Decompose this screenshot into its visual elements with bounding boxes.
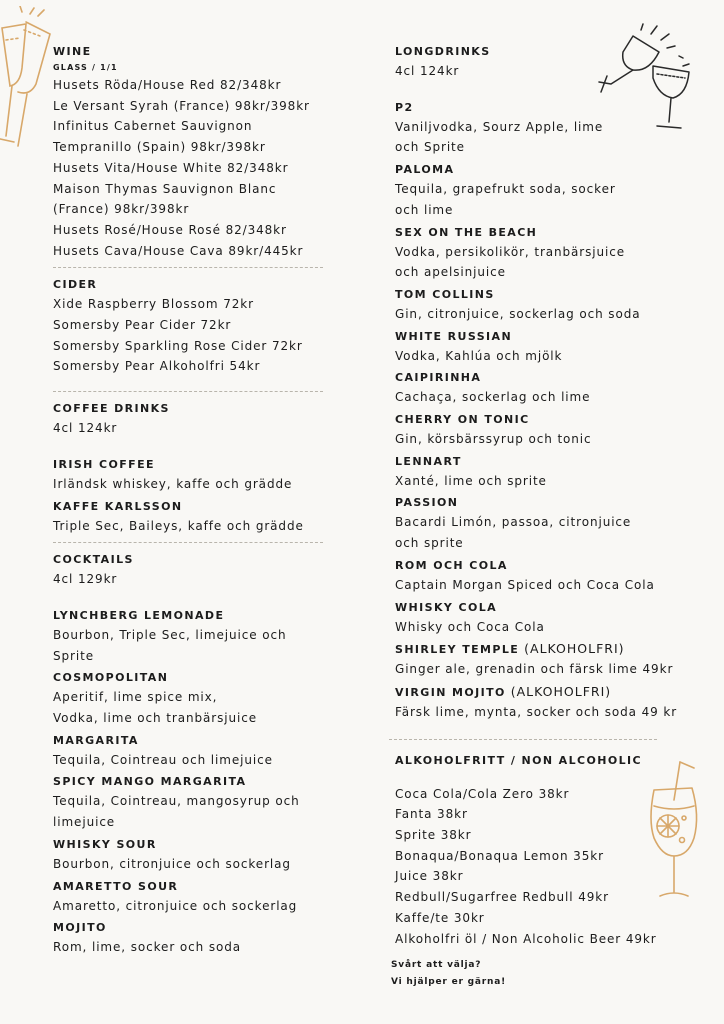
cocktails-section: [53, 551, 353, 958]
section-divider: [53, 542, 323, 543]
drink-name: CHERRY ON TONIC: [395, 413, 530, 427]
cider-section: [53, 276, 353, 377]
soft-drink-line: Redbull/Sugarfree Redbull 49kr: [395, 890, 609, 905]
cider-title: CIDER: [53, 278, 98, 292]
longdrinks-price: 4cl 124kr: [395, 64, 460, 78]
drink-name: WHISKY COLA: [395, 600, 498, 614]
drink-name: SEX ON THE BEACH: [395, 225, 538, 239]
wine-line: Infinitus Cabernet Sauvignon: [53, 119, 253, 134]
wine-line: Husets Röda/House Red 82/348kr: [53, 78, 282, 92]
drink-name: WHITE RUSSIAN: [395, 329, 513, 343]
drink-description: och Sprite: [395, 140, 465, 155]
wine-line: Le Versant Syrah (France) 98kr/398kr: [53, 98, 310, 113]
right-column: [391, 40, 715, 991]
drink-description: Bourbon, Triple Sec, limejuice och: [53, 627, 287, 642]
cider-line: Xide Raspberry Blossom 72kr: [53, 297, 254, 312]
cocktails-title: COCKTAILS: [53, 553, 134, 567]
wine-line: Maison Thymas Sauvignon Blanc: [53, 181, 277, 196]
section-divider: [53, 267, 323, 268]
longdrinks-title: LONGDRINKS: [395, 45, 491, 58]
drink-description: Triple Sec, Baileys, kaffe och grädde: [53, 518, 304, 533]
nonalcoholic-section: [395, 752, 715, 950]
champagne-glasses-icon: [0, 6, 56, 151]
drink-description: Sprite: [53, 648, 94, 663]
drink-name: VIRGIN MOJITO: [395, 685, 506, 699]
drink-description: Aperitif, lime spice mix,: [53, 690, 218, 705]
help-note-line: Vi hjälper er gärna!: [391, 977, 507, 988]
drink-name: PALOMA: [395, 163, 455, 177]
alcohol-free-note: (ALKOHOLFRI): [519, 641, 625, 657]
drink-name: LYNCHBERG LEMONADE: [53, 608, 225, 622]
longdrinks-section: [395, 43, 715, 723]
drink-description: limejuice: [53, 815, 116, 830]
wine-line: Tempranillo (Spain) 98kr/398kr: [53, 140, 266, 155]
drink-name: COSMOPOLITAN: [53, 671, 169, 685]
drink-name: MOJITO: [53, 921, 107, 935]
drink-description: och apelsinjuice: [395, 265, 506, 280]
help-note-line: Svårt att välja?: [391, 960, 482, 971]
cider-line: Somersby Sparkling Rose Cider 72kr: [53, 338, 303, 353]
soft-drink-line: Alkoholfri öl / Non Alcoholic Beer 49kr: [395, 931, 657, 946]
cider-line: Somersby Pear Cider 72kr: [53, 318, 232, 333]
drink-name: ROM OCH COLA: [395, 558, 508, 572]
wine-subtitle: GLASS / 1/1: [53, 63, 118, 72]
drink-name-with-note: [395, 640, 715, 659]
drink-description: Cachaça, sockerlag och lime: [395, 390, 591, 405]
wine-line: Husets Rosé/House Rosé 82/348kr: [53, 222, 287, 237]
drink-description: Tequila, grapefrukt soda, socker: [395, 182, 616, 197]
drink-description: Vodka, lime och tranbärsjuice: [53, 711, 257, 726]
drink-description: Irländsk whiskey, kaffe och grädde: [53, 476, 293, 491]
drink-name: AMARETTO SOUR: [53, 879, 179, 893]
drink-description: Tequila, Cointreau och limejuice: [53, 752, 273, 767]
soft-drink-line: Fanta 38kr: [395, 807, 468, 822]
soft-drink-line: Coca Cola/Cola Zero 38kr: [395, 786, 570, 801]
drink-description: Whisky och Coca Cola: [395, 619, 545, 634]
coffee-title: COFFEE DRINKS: [53, 402, 170, 416]
soft-drink-line: Kaffe/te 30kr: [395, 910, 485, 925]
coffee-section: [53, 400, 353, 536]
drink-description: Vodka, persikolikör, tranbärsjuice: [395, 244, 626, 259]
drink-description: Gin, citronjuice, sockerlag och soda: [395, 306, 641, 321]
help-note: [391, 957, 715, 991]
wine-line: Husets Vita/House White 82/348kr: [53, 160, 289, 175]
drink-description: Bacardi Limón, passoa, citronjuice: [395, 515, 632, 530]
soft-drink-line: Sprite 38kr: [395, 828, 472, 843]
drink-description: Captain Morgan Spiced och Coca Cola: [395, 577, 655, 592]
soft-drink-line: Juice 38kr: [395, 869, 464, 884]
drink-description: Rom, lime, socker och soda: [53, 940, 241, 955]
drink-description: Vaniljvodka, Sourz Apple, lime: [395, 119, 604, 134]
wine-line: (France) 98kr/398kr: [53, 202, 190, 217]
nonalcoholic-title: ALKOHOLFRITT / NON ALCOHOLIC: [395, 753, 642, 767]
coffee-price: 4cl 124kr: [53, 421, 118, 436]
drink-name: MARGARITA: [53, 733, 139, 747]
drink-name: CAIPIRINHA: [395, 371, 482, 385]
drink-description: Xanté, lime och sprite: [395, 473, 547, 488]
drink-description: Färsk lime, mynta, socker och soda 49 kr: [395, 704, 678, 719]
drink-name: LENNART: [395, 454, 462, 468]
cocktails-price: 4cl 129kr: [53, 572, 118, 587]
drink-description: Vodka, Kahlúa och mjölk: [395, 348, 563, 363]
cider-line: Somersby Pear Alkoholfri 54kr: [53, 359, 261, 374]
drink-name: KAFFE KARLSSON: [53, 499, 183, 513]
drink-name: PASSION: [395, 496, 459, 510]
left-column: [53, 40, 353, 958]
drink-description: och lime: [395, 202, 454, 217]
wine-line: Husets Cava/House Cava 89kr/445kr: [53, 243, 304, 258]
drink-name: IRISH COFFEE: [53, 457, 155, 471]
drink-description: Ginger ale, grenadin och färsk lime 49kr: [395, 662, 674, 677]
drink-description: Tequila, Cointreau, mangosyrup och: [53, 794, 300, 809]
drink-name: WHISKY SOUR: [53, 837, 157, 851]
drink-name: TOM COLLINS: [395, 287, 495, 301]
drink-name: P2: [395, 100, 414, 114]
drink-name-with-note: [395, 683, 715, 702]
wine-section: [53, 43, 353, 261]
section-divider: [389, 739, 657, 740]
drink-description: Bourbon, citronjuice och sockerlag: [53, 856, 291, 871]
section-divider: [53, 391, 323, 392]
drink-description: Amaretto, citronjuice och sockerlag: [53, 898, 298, 913]
wine-title: WINE: [53, 45, 92, 58]
soft-drink-line: Bonaqua/Bonaqua Lemon 35kr: [395, 848, 604, 863]
drink-name: SHIRLEY TEMPLE: [395, 643, 520, 657]
drink-name: SPICY MANGO MARGARITA: [53, 775, 247, 789]
drink-description: Gin, körsbärssyrup och tonic: [395, 432, 592, 447]
alcohol-free-note: (ALKOHOLFRI): [505, 683, 612, 699]
drink-description: och sprite: [395, 536, 464, 551]
